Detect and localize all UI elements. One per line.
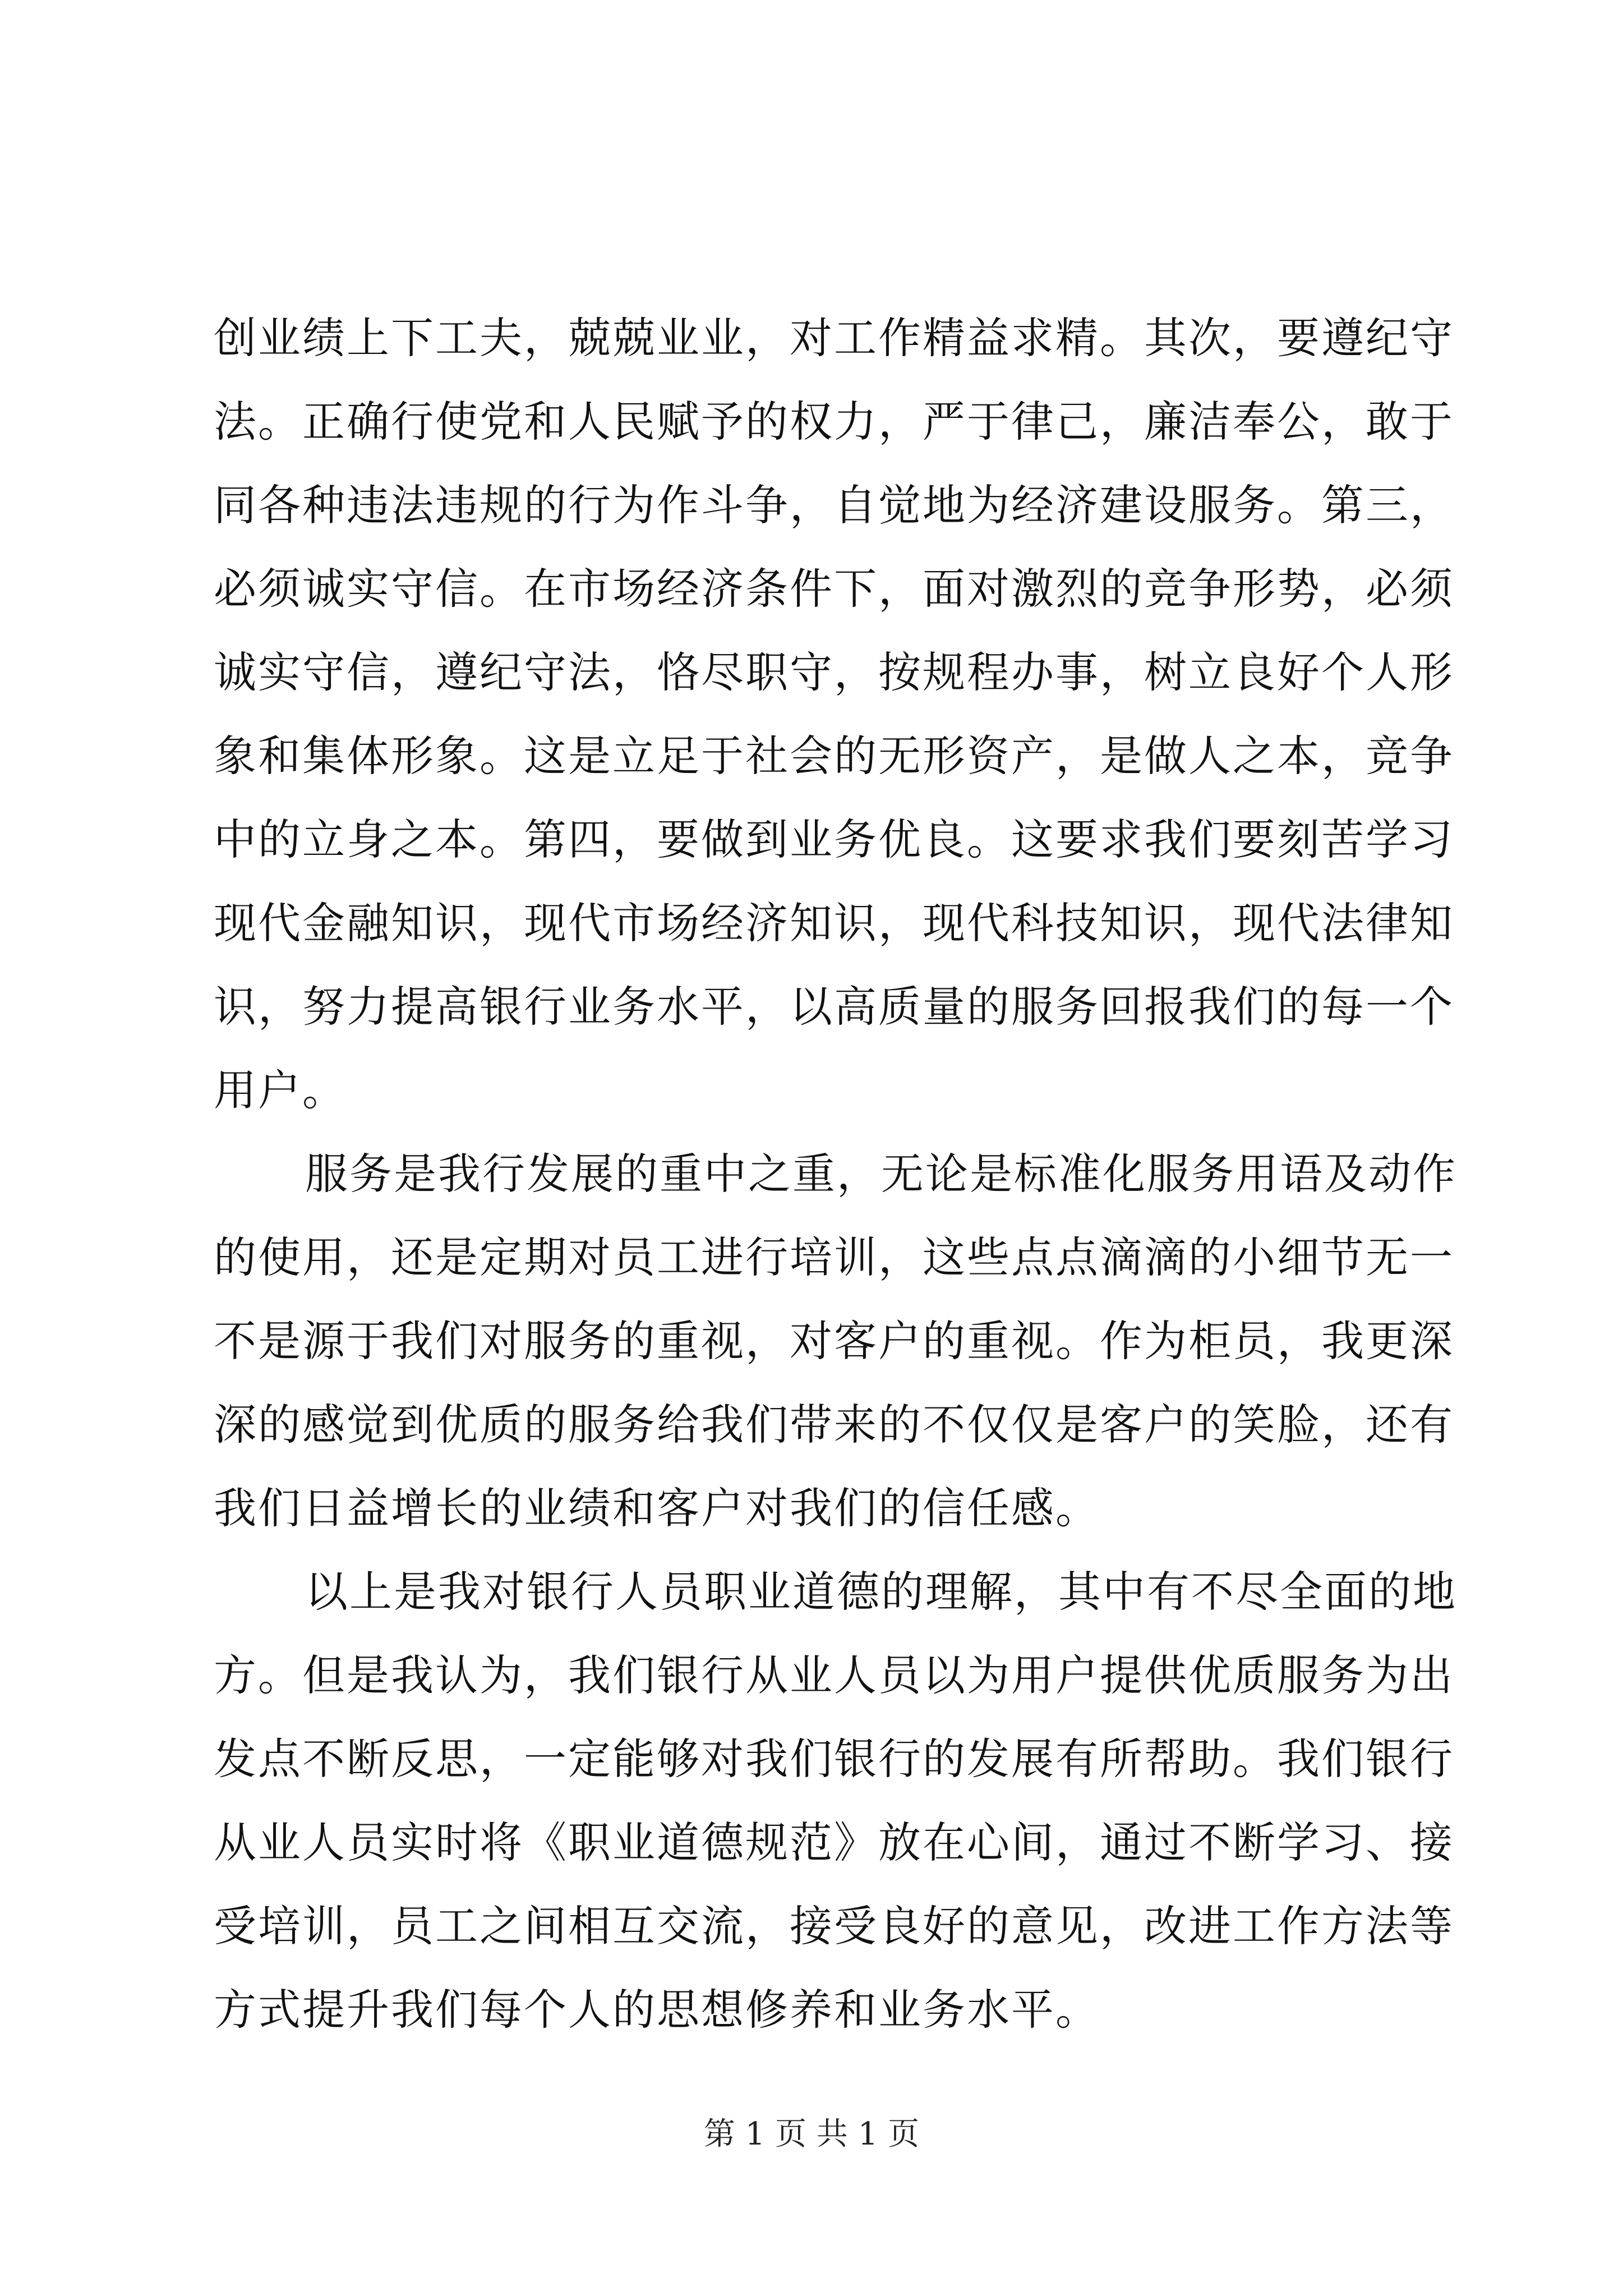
text-line: 的使用，还是定期对员工进行培训，这些点点滴滴的小细节无一 xyxy=(214,1232,1454,1282)
text-line: 识，努力提高银行业务水平，以高质量的服务回报我们的每一个 xyxy=(214,982,1454,1032)
paragraph-start-line: 以上是我对银行人员职业道德的理解，其中有不尽全面的地 xyxy=(305,1567,1457,1617)
text-line: 法。正确行使党和人民赋予的权力，严于律己，廉洁奉公，敢于 xyxy=(214,397,1454,447)
text-line: 方式提升我们每个人的思想修养和业务水平。 xyxy=(214,1985,1100,2035)
text-line: 必须诚实守信。在市场经济条件下，面对激烈的竞争形势，必须 xyxy=(214,564,1454,614)
text-line: 中的立身之本。第四，要做到业务优良。这要求我们要刻苦学习 xyxy=(214,815,1454,864)
text-line: 现代金融知识，现代市场经济知识，现代科技知识，现代法律知 xyxy=(214,898,1454,948)
text-line: 深的感觉到优质的服务给我们带来的不仅仅是客户的笑脸，还有 xyxy=(214,1400,1454,1450)
text-line: 方。但是我认为，我们银行从业人员以为用户提供优质服务为出 xyxy=(214,1650,1454,1700)
text-line: 从业人员实时将《职业道德规范》放在心间，通过不断学习、接 xyxy=(214,1818,1454,1867)
paragraph-start-line: 服务是我行发展的重中之重，无论是标准化服务用语及动作 xyxy=(305,1149,1457,1199)
text-line: 发点不断反思，一定能够对我们银行的发展有所帮助。我们银行 xyxy=(214,1734,1454,1784)
text-line: 创业绩上下工夫，兢兢业业，对工作精益求精。其次，要遵纪守 xyxy=(214,313,1454,363)
page-number-footer: 第 1 页 共 1 页 xyxy=(703,2116,920,2152)
document-body xyxy=(214,296,1457,2051)
text-line: 用户。 xyxy=(214,1065,347,1115)
text-line: 我们日益增长的业绩和客户对我们的信任感。 xyxy=(214,1483,1100,1533)
text-line: 象和集体形象。这是立足于社会的无形资产，是做人之本，竞争 xyxy=(214,731,1454,781)
text-line: 受培训，员工之间相互交流，接受良好的意见，改进工作方法等 xyxy=(214,1901,1454,1951)
text-line: 同各种违法违规的行为作斗争，自觉地为经济建设服务。第三， xyxy=(214,480,1454,530)
text-line: 不是源于我们对服务的重视，对客户的重视。作为柜员，我更深 xyxy=(214,1316,1454,1366)
text-line: 诚实守信，遵纪守法，恪尽职守，按规程办事，树立良好个人形 xyxy=(214,647,1454,697)
